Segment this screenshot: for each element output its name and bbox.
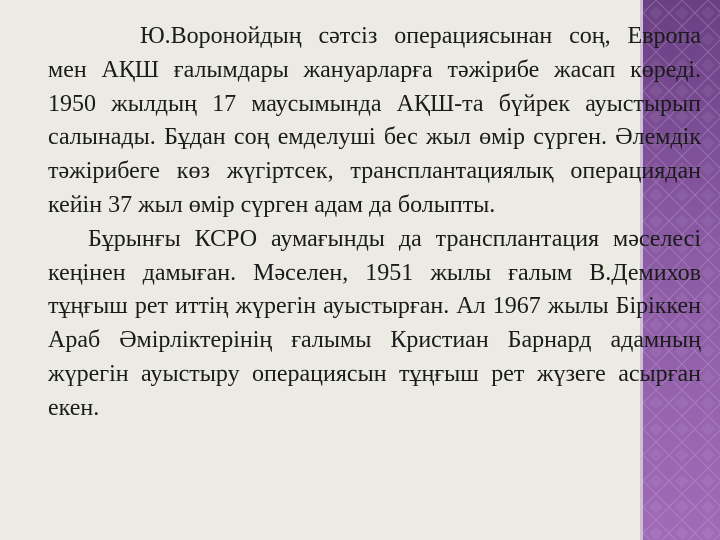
body-text: [48, 20, 701, 426]
paragraph-1: Ю.Воронойдың сәтсіз операциясынан соң, Европа мен АҚШ ғалымдары жануарларға тәжірибе жасап көреді. 1950 жылдың 17 маусымында АҚШ-та бүйрек ауыстырып салынады. Бұдан соң емделуші бес жыл өмір сүрген. Әлемдік тәжірибеге көз жүгіртсек, трансплантациялық операциядан кейін 37 жыл өмір сүрген адам да болыпты.: [48, 23, 701, 218]
paragraph-2: Бұрынғы КСРО аумағынды да трансплантация мәселесі кеңінен дамыған. Мәселен, 1951 жылы ғалым В.Демихов тұңғыш рет иттің жүрегін ауыстырған. Ал 1967 жылы Біріккен Араб Әмірліктерінің ғалымы Кристиан Барнард адамның жүрегін ауыстыру операциясын тұңғыш рет жүзеге асырған екен.: [48, 225, 701, 421]
